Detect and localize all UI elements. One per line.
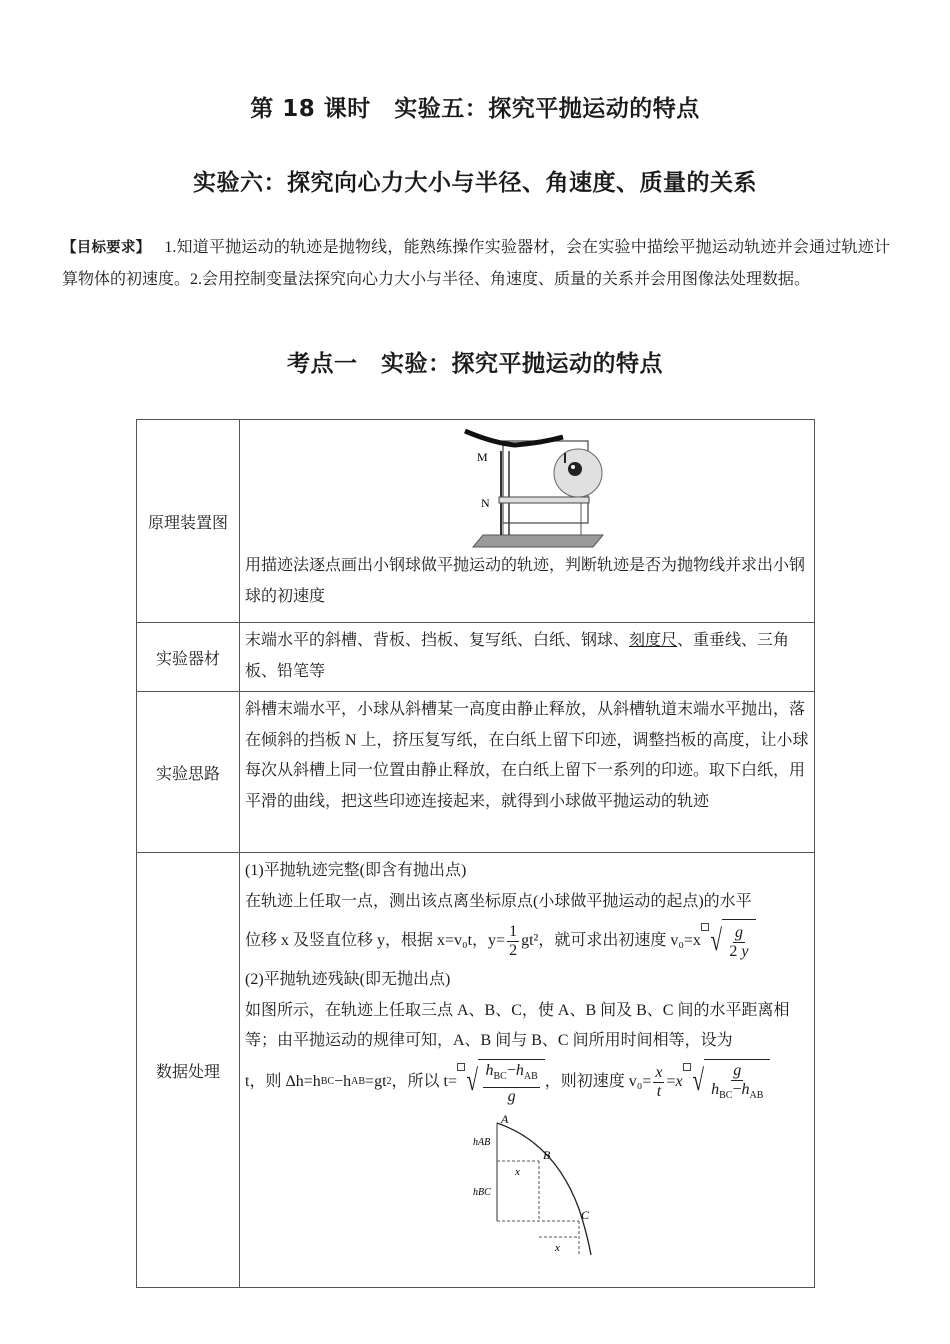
equipment-cell xyxy=(240,623,815,692)
principle-label: 原理装置图 xyxy=(137,420,240,623)
experiment-table xyxy=(136,419,815,1288)
principle-text: 用描迹法逐点画出小钢球做平抛运动的轨迹，判断轨迹是否为抛物线并求出小钢球的初速度 xyxy=(245,557,806,605)
case2-text: 如图所示，在轨迹上任取三点 A、B、C，使 A、B 间及 B、C 间的水平距离相等；由平抛运动的规律可知，A、B 间与 B、C 间所用时间相等，设为 xyxy=(245,1001,790,1049)
case1-formula xyxy=(245,917,809,965)
sqrt-v0: √ $\frac{g}{h_{BC}-h_{AB}}$ xyxy=(683,1059,771,1105)
learning-goals xyxy=(62,232,890,295)
goal-text: 1.知道平抛运动的轨迹是抛物线，能熟练操作实验器材，会在实验中描绘平抛运动轨迹并会通过轨迹计算物体的初速度。2.会用控制变量法探究向心力大小与半径、角速度、质量的关系并会用图像法处理数据。 xyxy=(62,239,890,288)
apparatus-figure xyxy=(245,423,809,551)
equipment-label: 实验器材 xyxy=(137,623,240,692)
label-n: N xyxy=(481,496,490,510)
case2-formula-c: ，则初速度 v₀= xyxy=(544,1073,652,1091)
case2-formula-a: t，则 Δh=h xyxy=(245,1073,321,1091)
label-hbc: hBC xyxy=(473,1186,491,1198)
point-b: B xyxy=(543,1147,551,1162)
trajectory-diagram xyxy=(467,1109,607,1257)
equipment-text-2: 、重垂线、三角板、铅笔等 xyxy=(245,632,790,680)
trajectory-figure xyxy=(245,1109,809,1259)
point-c: C xyxy=(581,1207,590,1222)
equipment-underlined: 刻度尺 xyxy=(629,632,678,649)
label-hab: hAB xyxy=(473,1136,491,1148)
page-title: 第 18 课时 实验五：探究平抛运动的特点 xyxy=(250,96,700,122)
point-a: A xyxy=(501,1111,509,1126)
sqrt-g-2y: √ $\frac{g}{2 y}$ xyxy=(701,919,756,963)
label-x-2: x xyxy=(555,1241,560,1254)
case1-formula-mid: gt²，就可求出初速度 v₀=x xyxy=(521,931,701,949)
case2-formula: t，则 Δh=h BC −h AB =gt 2 ， 所以 t= √ $\frac{h_{BC}-h_{AB}}{g}$ ，则初速度 v₀= $\frac{x}{t}$ = x √ $\frac{g}{h_{BC}-h_{AB}}$ xyxy=(245,1057,809,1109)
equipment-text-1: 末端水平的斜槽、背板、挡板、复写纸、白纸、钢球、 xyxy=(245,632,630,649)
case1-title: (1)平抛轨迹完整(即含有抛出点) xyxy=(245,862,467,879)
page-subtitle: 实验六：探究向心力大小与半径、角速度、质量的关系 xyxy=(193,170,757,196)
data-cell xyxy=(240,853,815,1288)
case1-text: 在轨迹上任取一点，测出该点离坐标原点(小球做平抛运动的起点)的水平 xyxy=(245,892,752,910)
apparatus-diagram xyxy=(453,423,633,551)
sqrt-t: √ $\frac{h_{BC}-h_{AB}}{g}$ xyxy=(457,1059,545,1105)
data-label: 数据处理 xyxy=(137,853,240,1288)
idea-label: 实验思路 xyxy=(137,692,240,853)
case2-formula-b: 所以 t= xyxy=(407,1073,458,1091)
case2-title: (2)平抛轨迹残缺(即无抛出点) xyxy=(245,971,451,988)
section-title: 考点一 实验：探究平抛运动的特点 xyxy=(287,351,663,377)
case1-formula-prefix: 位移 x 及竖直位移 y，根据 x=v₀t，y= xyxy=(245,931,506,949)
label-m: M xyxy=(477,450,488,464)
label-x-1: x xyxy=(515,1165,520,1178)
idea-text: 斜槽末端水平，小球从斜槽某一高度由静止释放，从斜槽轨道末端水平抛出，落在倾斜的挡板 N 上，挤压复写纸，在白纸上留下印迹，调整挡板的高度，让小球每次从斜槽上同一位置由静止释放，在白纸上留下一系列的印迹。取下白纸，用平滑的曲线，把这些印迹连接起来，就得到小球做平抛运动的轨迹 xyxy=(240,692,815,853)
half-fraction: $\frac{1}{2}$ xyxy=(509,922,518,959)
principle-cell xyxy=(240,420,815,623)
goal-tag: 【目标要求】 xyxy=(62,240,151,256)
